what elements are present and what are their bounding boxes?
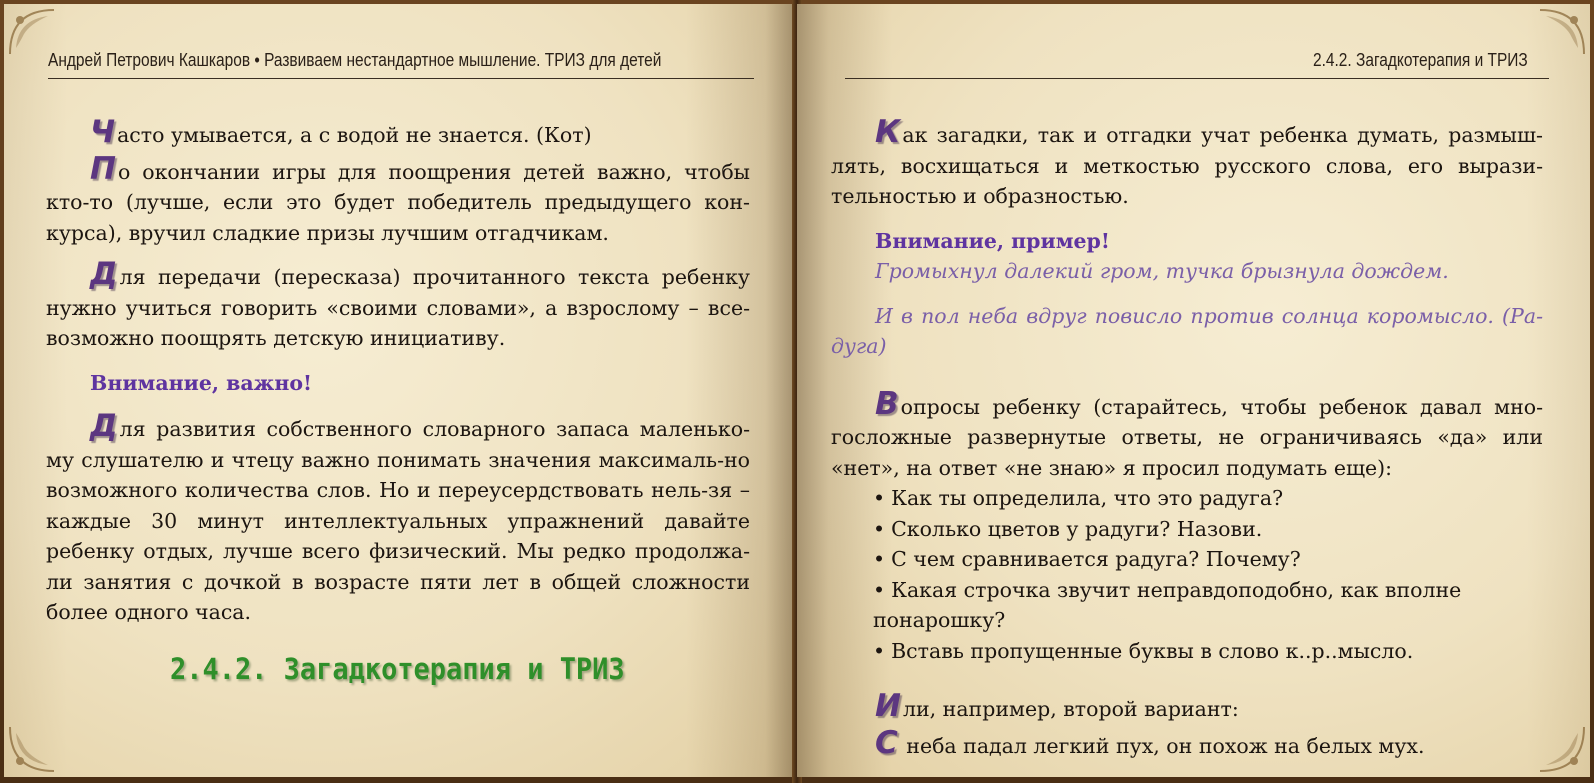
example-riddle-line: Громыхнул далекий гром, тучка брызнула дождем. <box>875 259 1449 283</box>
drop-initial: К <box>875 114 903 150</box>
paragraph: Для передачи (пересказа) прочитанного текста ребенку нужно учиться говорить «своими словами», а взрослому – все-возможно поощрять детскую инициативу. <box>46 256 750 350</box>
left-page <box>4 4 797 777</box>
corner-ornament-icon <box>1538 8 1586 56</box>
running-head-left: Андрей Петрович Кашкаров • Развиваем нестандартное мышление. ТРИЗ для детей <box>48 50 662 70</box>
paragraph: Часто умывается, а с водой не знается. (Кот) <box>90 114 592 150</box>
drop-initial: И <box>875 688 903 724</box>
drop-initial: С <box>875 724 900 761</box>
running-head-right: 2.4.2. Загадкотерапия и ТРИЗ <box>1313 50 1528 70</box>
header-rule <box>845 78 1549 79</box>
drop-initial: В <box>875 385 901 422</box>
drop-initial: Д <box>90 256 120 292</box>
question-list <box>831 483 1543 666</box>
corner-ornament-icon <box>8 725 56 773</box>
left-page-text <box>46 114 750 642</box>
paragraph: Для развития собственного словарного запаса маленько-му слушателю и чтецу важно понимать значения максималь-но возможного количества слов. Но и переусердствовать нель-зя – каждые 30 минут интеллектуальных упражнений давайте ребенку отдых, лучше всего физический. Мы редко продолжа-ли занятия с дочкой в возрасте пяти лет в общей сложности более одного часа. <box>46 408 750 624</box>
paragraph: С неба падал легкий пух, он похож на белых мух. <box>875 724 1425 761</box>
list-item: • Сколько цветов у радуги? Назови. <box>873 514 1543 545</box>
paragraph: Вопросы ребенку (старайтесь, чтобы ребенок давал мно-госложные развернутые ответы, не ограничиваясь «да» или «нет», на ответ «не знаю» я просил подумать еще): <box>831 385 1543 480</box>
example-riddle-line: И в пол неба вдруг повисло против солнца коромысло. (Ра-дуга) <box>831 303 1543 358</box>
notice-example: Внимание, пример! <box>875 228 1110 253</box>
corner-ornament-icon <box>1538 725 1586 773</box>
drop-initial: П <box>90 150 118 187</box>
paragraph: Или, например, второй вариант: <box>875 688 1239 724</box>
paragraph: По окончании игры для поощрения детей важно, чтобы кто-то (лучше, если это будет победитель предыдущего кон-курса), вручил сладкие призы лучшим отгадчикам. <box>46 150 750 245</box>
list-item: • С чем сравнивается радуга? Почему? <box>873 544 1543 575</box>
drop-initial: Ч <box>90 114 118 150</box>
section-heading: 2.4.2. Загадкотерапия и ТРИЗ <box>170 652 625 686</box>
right-page <box>797 4 1590 777</box>
list-item: • Вставь пропущенные буквы в слово к..р..мысло. <box>873 636 1543 667</box>
drop-initial: Д <box>90 408 120 444</box>
paragraph: Как загадки, так и отгадки учат ребенка думать, размыш-лять, восхищаться и меткостью русского слова, его вырази-тельностью и образностью. <box>831 114 1543 208</box>
list-item: • Какая строчка звучит неправдоподобно, как вполне понарошку? <box>873 575 1543 636</box>
list-item: • Как ты определила, что это радуга? <box>873 483 1543 514</box>
notice-important: Внимание, важно! <box>90 370 313 395</box>
corner-ornament-icon <box>8 8 56 56</box>
right-page-text <box>831 114 1543 775</box>
header-rule <box>48 78 754 79</box>
